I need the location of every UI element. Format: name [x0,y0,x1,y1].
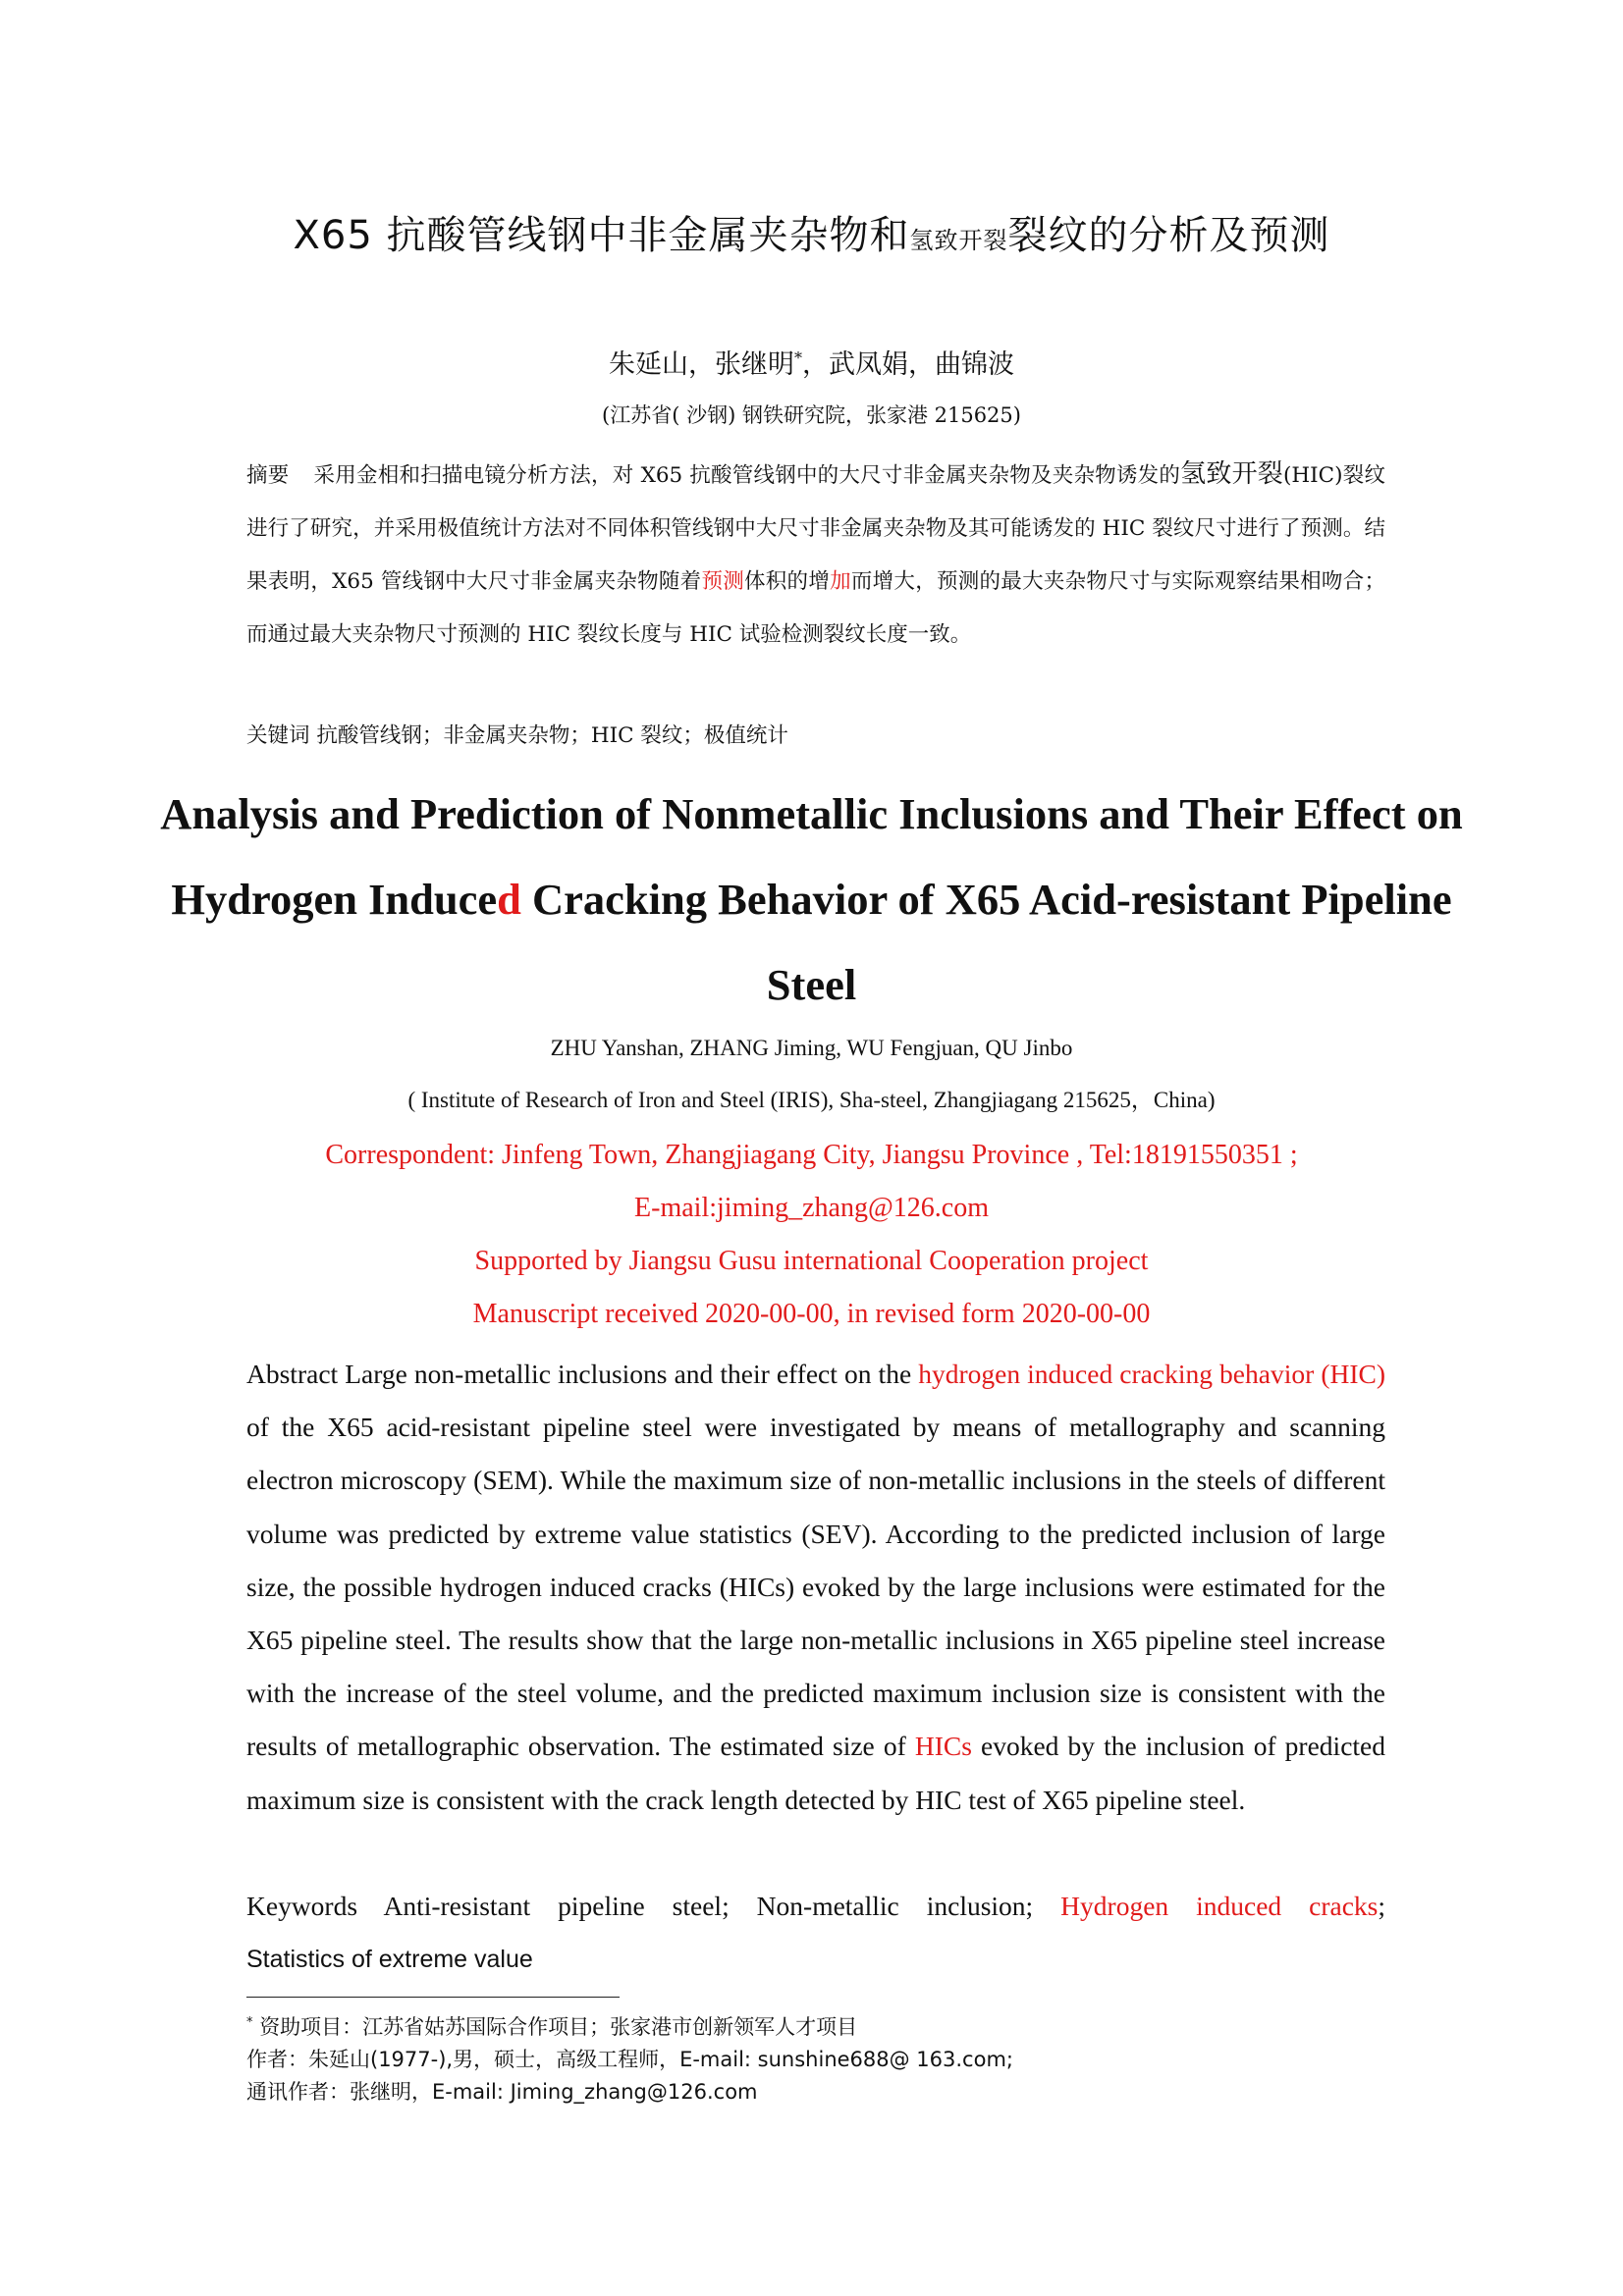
english-keywords-highlight: Hydrogen induced cracks [1060,1891,1379,1921]
english-abstract-highlight: hydrogen induced cracking behavior (HIC) [918,1359,1385,1389]
english-abstract-text: evoked by the inclusion of predicted maximum size is consistent with the crack length detected by HIC test of X65 pipeline steel. [246,1731,1385,1815]
footnote-rule [246,1997,620,1998]
chinese-keywords [246,710,1385,763]
footnote-mark: * [246,2015,253,2030]
chinese-authors-rest: ，武凤娟，曲锦波 [802,349,1014,380]
chinese-abstract-label: 摘要 [246,463,290,488]
chinese-keywords-list: 抗酸管线钢；非金属夹杂物；HIC 裂纹；极值统计 [316,723,788,748]
correspondent-email: E-mail:jiming_zhang@126.com [634,1193,989,1223]
english-abstract [246,1348,1385,1827]
english-title-part1: Analysis and Prediction of Nonmetallic Inclusions and Their Effect on Hydrogen Induce [160,789,1463,924]
received-line: Manuscript received 2020-00-00, in revised form 2020-00-00 [472,1299,1151,1329]
chinese-keywords-label: 关键词 [246,723,310,748]
chinese-abstract-term: 氢致开裂 [1180,459,1284,489]
chinese-abstract [246,448,1385,662]
english-authors: ZHU Yanshan, ZHANG Jiming, WU Fengjuan, QU Jinbo [550,1036,1073,1060]
chinese-abstract-text: 采用金相和扫描电镜分析方法，对 X65 抗酸管线钢中的大尺寸非金属夹杂物及夹杂物诱发的 [313,463,1181,488]
chinese-abstract-text: 而增大，预测的最大夹杂物尺寸与实际观察结果相吻合；而通过最大夹杂物尺寸预测的 HIC 裂纹长度与 HIC 试验检测裂纹长度一致。 [246,569,1385,647]
english-keywords-text: Keywords Anti-resistant pipeline steel; Non-metallic inclusion; [246,1891,1061,1921]
chinese-abstract-text: (HIC)裂纹进行了研究，并采用极值统计方法对不同体积管线钢中大尺寸非金属夹杂物及其可能诱发的 HIC 裂纹尺寸进行了预测。结果表明，X65 管线钢中大尺寸非金属夹杂物随着 [246,463,1385,594]
chinese-title-small: 氢致开裂 [909,227,1008,254]
chinese-title [177,206,1446,270]
english-title-highlight: d [497,875,521,924]
english-abstract-text: Abstract Large non-metallic inclusions and their effect on the [246,1359,919,1389]
chinese-affiliation: (江苏省( 沙钢) 钢铁研究院，张家港 215625) [602,403,1021,427]
english-keywords-line2: Statistics of extreme value [246,1946,533,1973]
chinese-title-part2: 裂纹的分析及预测 [1007,213,1330,258]
english-abstract-highlight: HICs [914,1731,972,1762]
footnote-corresponding: 通讯作者：张继明，E-mail: Jiming_zhang@126.com [246,2080,758,2104]
english-affiliation: ( Institute of Research of Iron and Steel (IRIS), Sha-steel, Zhangjiagang 215625，China) [407,1088,1216,1112]
english-abstract-text: of the X65 acid-resistant pipeline steel were investigated by means of metallography and scanning electron microscopy (SEM). While the maximum size of non-metallic inclusions in the steels of different volume was predicted by extreme value statistics (SEV). According to the predicted inclusion of large size, the possible hydrogen induced cracks (HICs) evoked by the large inclusions were estimated for the X65 pipeline steel. The results show that the large non-metallic inclusions in X65 pipeline steel increase with the increase of the steel volume, and the predicted maximum inclusion size is consistent with the results of metallographic observation. The estimated size of [246,1412,1385,1762]
chinese-title-part1: X65 抗酸管线钢中非金属夹杂物和 [293,213,910,258]
footnote-funding-text: 资助项目：江苏省姑苏国际合作项目；张家港市创新领军人才项目 [259,2015,858,2039]
chinese-authors-first: 朱延山，张继明 [609,349,794,380]
chinese-abstract-highlight: 加 [830,569,851,594]
support-line: Supported by Jiangsu Gusu international Cooperation project [474,1246,1149,1276]
chinese-abstract-text: 体积的增 [744,569,831,594]
correspondent-line: Correspondent: Jinfeng Town, Zhangjiagang City, Jiangsu Province , Tel:18191550351 ; [325,1140,1298,1170]
footnote-funding [246,2006,1385,2044]
english-title-part2: Cracking Behavior of X65 Acid-resistant Pipeline Steel [520,875,1452,1009]
chinese-authors [0,339,1623,385]
chinese-abstract-highlight: 预测 [701,569,745,594]
english-title [147,772,1476,1028]
english-keywords-text: ; [1378,1891,1385,1921]
footnote-author: 作者：朱延山(1977-),男，硕士，高级工程师，E-mail: sunshine688@ 163.com; [246,2048,1013,2071]
footnotes [246,2006,1385,2109]
english-keywords [246,1880,1385,1933]
corresponding-mark: * [794,348,802,367]
